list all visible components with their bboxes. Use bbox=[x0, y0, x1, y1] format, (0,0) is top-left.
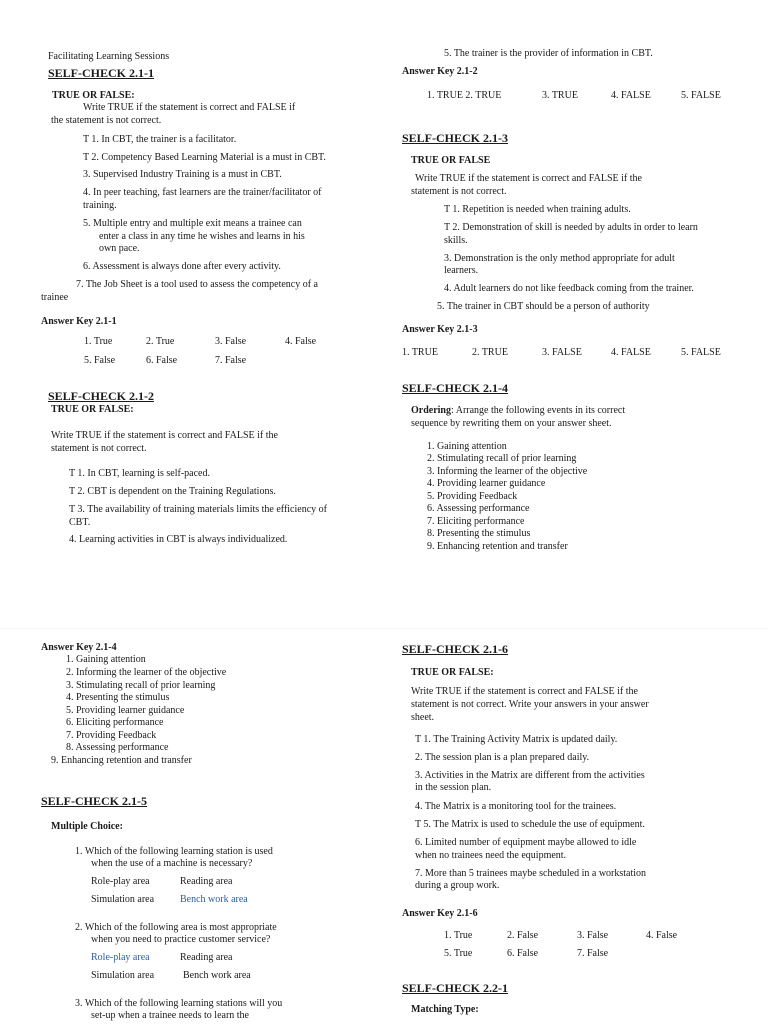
answer-key-2-1-2-title: Answer Key 2.1-2 bbox=[402, 66, 478, 77]
answer-item: 4. False bbox=[285, 336, 317, 347]
question-item: 5. The trainer is the provider of information in CBT. bbox=[444, 48, 653, 59]
question-item: T 2. Competency Based Learning Material is a must in CBT. bbox=[83, 152, 326, 163]
answer-item: 8. Assessing performance bbox=[66, 742, 169, 753]
ordering-item: 4. Providing learner guidance bbox=[427, 478, 546, 489]
question-item: in the session plan. bbox=[415, 782, 492, 793]
answer-key-2-1-3-title: Answer Key 2.1-3 bbox=[402, 324, 478, 335]
question-item: CBT. bbox=[69, 517, 91, 528]
ordering-item: 7. Eliciting performance bbox=[427, 516, 525, 527]
question-item: T 1. In CBT, learning is self-paced. bbox=[69, 468, 210, 479]
question-item: 3. Activities in the Matrix are different from the activities bbox=[415, 770, 645, 781]
self-check-2-1-1-instructions: Write TRUE if the statement is correct and FALSE if bbox=[83, 102, 296, 113]
ordering-item: 3. Informing the learner of the objective bbox=[427, 466, 588, 477]
self-check-2-1-3-type: TRUE OR FALSE bbox=[411, 155, 491, 166]
answer-key-2-1-4-title: Answer Key 2.1-4 bbox=[41, 642, 117, 653]
answer-item: 3. False bbox=[215, 336, 247, 347]
self-check-2-1-6-type: TRUE OR FALSE: bbox=[411, 667, 494, 678]
answer-key-2-1-1-title: Answer Key 2.1-1 bbox=[41, 316, 117, 327]
answer-item: 6. Eliciting performance bbox=[66, 717, 164, 728]
self-check-2-1-2-type: TRUE OR FALSE: bbox=[51, 404, 134, 415]
self-check-2-1-1-instructions: the statement is not correct. bbox=[51, 115, 162, 126]
self-check-2-1-4-title: SELF-CHECK 2.1-4 bbox=[402, 381, 509, 395]
self-check-2-1-4-instructions: Ordering: Arrange the following events in its correct bbox=[411, 405, 626, 416]
choice-option-answer: Role-play area bbox=[91, 952, 150, 963]
question-item: when no trainees need the equipment. bbox=[415, 850, 567, 861]
question-item: own pace. bbox=[99, 243, 140, 254]
answer-item: 1. Gaining attention bbox=[66, 654, 146, 665]
choice-option: Reading area bbox=[180, 952, 233, 963]
answer-item: 2. Informing the learner of the objective bbox=[66, 667, 227, 678]
ordering-item: 8. Presenting the stimulus bbox=[427, 528, 531, 539]
question-item: 7. More than 5 trainees maybe scheduled in a workstation bbox=[415, 868, 647, 879]
page-divider bbox=[0, 628, 768, 629]
question-item: learners. bbox=[444, 265, 479, 276]
question-item: 4. Adult learners do not like feedback coming from the trainer. bbox=[444, 283, 694, 294]
self-check-2-1-2-instructions: statement is not correct. bbox=[51, 443, 147, 454]
answer-item: 4. FALSE bbox=[611, 90, 651, 101]
answer-item: 3. FALSE bbox=[542, 347, 582, 358]
question-item: 4. In peer teaching, fast learners are the trainer/facilitator of bbox=[83, 187, 322, 198]
question-item: T 2. Demonstration of skill is needed by adults in order to learn bbox=[444, 222, 698, 233]
question-item: 4. Learning activities in CBT is always individualized. bbox=[69, 534, 288, 545]
answer-item: 3. False bbox=[577, 930, 609, 941]
self-check-2-1-6-instructions: sheet. bbox=[411, 712, 435, 723]
self-check-2-1-1-type: TRUE OR FALSE: bbox=[52, 90, 135, 101]
question-item: during a group work. bbox=[415, 880, 500, 891]
ordering-item: 6. Assessing performance bbox=[427, 503, 530, 514]
answer-item: 7. False bbox=[215, 355, 247, 366]
self-check-2-1-4-instructions: sequence by rewriting them on your answer sheet. bbox=[411, 418, 612, 429]
answer-item: 7. Providing Feedback bbox=[66, 730, 157, 741]
question-item: 1. Which of the following learning station is used bbox=[75, 846, 273, 857]
question-item: when you need to practice customer service? bbox=[91, 934, 271, 945]
question-item: 6. Limited number of equipment maybe allowed to idle bbox=[415, 837, 637, 848]
answer-item: 4. False bbox=[646, 930, 678, 941]
question-item: 3. Demonstration is the only method appropriate for adult bbox=[444, 253, 675, 264]
choice-option: Simulation area bbox=[91, 970, 155, 981]
self-check-2-1-5-title: SELF-CHECK 2.1-5 bbox=[41, 794, 148, 808]
question-item: T 1. The Training Activity Matrix is updated daily. bbox=[415, 734, 618, 745]
choice-option: Simulation area bbox=[91, 894, 155, 905]
answer-item: 2. True bbox=[146, 336, 175, 347]
self-check-2-1-3-instructions: statement is not correct. bbox=[411, 186, 507, 197]
answer-item: 1. True bbox=[444, 930, 473, 941]
answer-item: 6. False bbox=[146, 355, 178, 366]
question-item: trainee bbox=[41, 292, 69, 303]
question-item: 5. The trainer in CBT should be a person of authority bbox=[437, 301, 650, 312]
self-check-2-1-6-instructions: statement is not correct. Write your answers in your answer bbox=[411, 699, 649, 710]
answer-item: 1. True bbox=[84, 336, 113, 347]
self-check-2-1-1-title: SELF-CHECK 2.1-1 bbox=[48, 66, 155, 80]
question-item: 2. The session plan is a plan prepared daily. bbox=[415, 752, 590, 763]
self-check-2-1-3-title: SELF-CHECK 2.1-3 bbox=[402, 131, 509, 145]
self-check-2-1-3-instructions: Write TRUE if the statement is correct and FALSE if the bbox=[415, 173, 642, 184]
question-item: 3. Supervised Industry Training is a must in CBT. bbox=[83, 169, 282, 180]
choice-option: Bench work area bbox=[183, 970, 251, 981]
question-item: 2. Which of the following area is most appropriate bbox=[75, 922, 277, 933]
question-item: 4. The Matrix is a monitoring tool for the trainees. bbox=[415, 801, 617, 812]
self-check-2-2-1-type: Matching Type: bbox=[411, 1004, 479, 1015]
question-item: set-up when a trainee needs to learn the bbox=[91, 1010, 249, 1021]
choice-option: Reading area bbox=[180, 876, 233, 887]
answer-item: 4. Presenting the stimulus bbox=[66, 692, 170, 703]
choice-option-answer: Bench work area bbox=[180, 894, 248, 905]
question-item: 6. Assessment is always done after every activity. bbox=[83, 261, 281, 272]
answer-item: 5. Providing learner guidance bbox=[66, 705, 185, 716]
answer-item: 6. False bbox=[507, 948, 539, 959]
question-item: T 3. The availability of training materials limits the efficiency of bbox=[69, 504, 327, 515]
question-item: skills. bbox=[444, 235, 468, 246]
question-item: 5. Multiple entry and multiple exit means a trainee can bbox=[83, 218, 302, 229]
answer-item: 3. Stimulating recall of prior learning bbox=[66, 680, 216, 691]
question-item: when the use of a machine is necessary? bbox=[91, 858, 253, 869]
ordering-item: 2. Stimulating recall of prior learning bbox=[427, 453, 577, 464]
self-check-2-2-1-title: SELF-CHECK 2.2-1 bbox=[402, 981, 509, 995]
self-check-2-1-2-title: SELF-CHECK 2.1-2 bbox=[48, 389, 155, 403]
answer-item: 5. False bbox=[84, 355, 116, 366]
answer-item: 7. False bbox=[577, 948, 609, 959]
question-item: enter a class in any time he wishes and learns in his bbox=[99, 231, 305, 242]
answer-item: 1. TRUE 2. TRUE bbox=[427, 90, 502, 101]
answer-item: 3. TRUE bbox=[542, 90, 578, 101]
self-check-2-1-5-type: Multiple Choice: bbox=[51, 821, 123, 832]
answer-item: 5. FALSE bbox=[681, 347, 721, 358]
ordering-item: 5. Providing Feedback bbox=[427, 491, 518, 502]
question-item: 7. The Job Sheet is a tool used to assess the competency of a bbox=[76, 279, 318, 290]
answer-item: 9. Enhancing retention and transfer bbox=[51, 755, 192, 766]
question-item: T 2. CBT is dependent on the Training Regulations. bbox=[69, 486, 276, 497]
self-check-2-1-6-title: SELF-CHECK 2.1-6 bbox=[402, 642, 509, 656]
choice-option: Role-play area bbox=[91, 876, 150, 887]
self-check-2-1-4-type: Ordering bbox=[411, 405, 451, 416]
question-item: T 1. Repetition is needed when training adults. bbox=[444, 204, 631, 215]
question-item: training. bbox=[83, 200, 117, 211]
ordering-item: 9. Enhancing retention and transfer bbox=[427, 541, 568, 552]
self-check-2-1-2-instructions: Write TRUE if the statement is correct and FALSE if the bbox=[51, 430, 278, 441]
answer-item: 4. FALSE bbox=[611, 347, 651, 358]
answer-item: 2. TRUE bbox=[472, 347, 508, 358]
document-header: Facilitating Learning Sessions bbox=[48, 51, 170, 62]
question-item: T 5. The Matrix is used to schedule the use of equipment. bbox=[415, 819, 645, 830]
answer-item: 2. False bbox=[507, 930, 539, 941]
answer-key-2-1-6-title: Answer Key 2.1-6 bbox=[402, 908, 478, 919]
self-check-2-1-6-instructions: Write TRUE if the statement is correct and FALSE if the bbox=[411, 686, 638, 697]
answer-item: 5. FALSE bbox=[681, 90, 721, 101]
question-item: 3. Which of the following learning stations will you bbox=[75, 998, 283, 1009]
question-item: T 1. In CBT, the trainer is a facilitator. bbox=[83, 134, 237, 145]
ordering-item: 1. Gaining attention bbox=[427, 441, 507, 452]
answer-item: 5. True bbox=[444, 948, 473, 959]
answer-item: 1. TRUE bbox=[402, 347, 438, 358]
